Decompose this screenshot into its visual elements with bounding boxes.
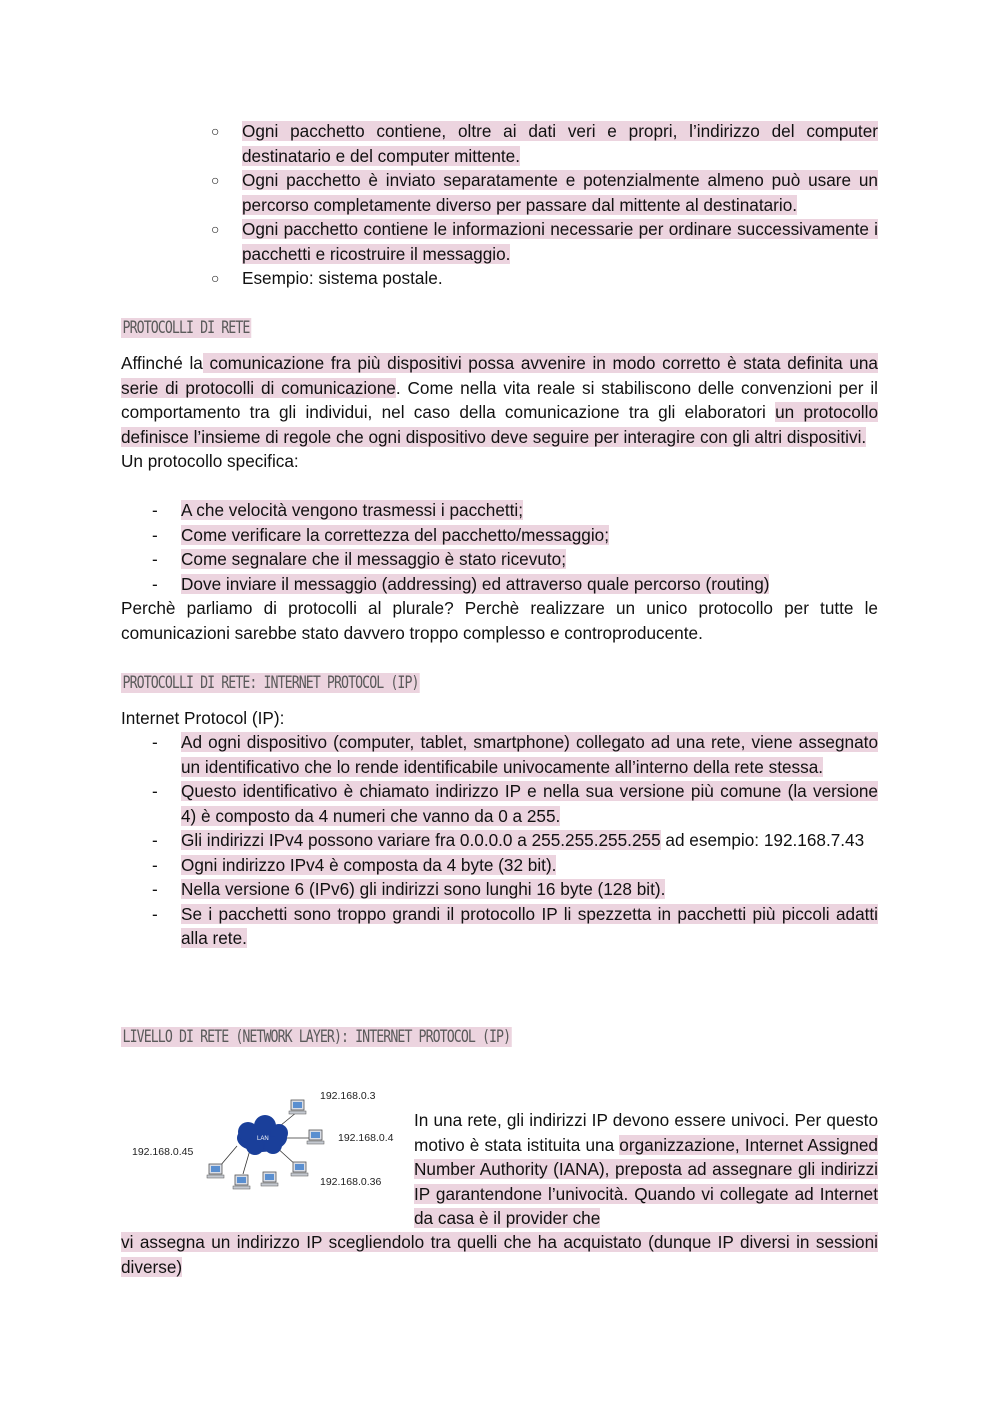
protocol-spec-list <box>152 498 878 596</box>
dash-bullet-icon: - <box>152 830 158 850</box>
ip-label-bottom: 192.168.0.36 <box>320 1176 382 1188</box>
list-item: ○ Ogni pacchetto è inviato separatamente e potenzialmente almeno può usare un percorso completamente diverso per passare dal mittente al destinatario. <box>211 170 878 215</box>
ip-label-top: 192.168.0.3 <box>320 1090 376 1102</box>
paragraph-plurale: Perchè parliamo di protocolli al plurale? Perchè realizzare un unico protocollo per tutte le comunicazioni sarebbe stato davvero troppo complesso e controproducente. <box>121 598 878 643</box>
list-item: - Dove inviare il messaggio (addressing) ed attraverso quale percorso (routing) <box>181 572 878 597</box>
ip-label-left: 192.168.0.45 <box>132 1146 194 1158</box>
list-item: - Ogni indirizzo IPv4 è composta da 4 byte (32 bit). <box>181 853 878 878</box>
paragraph-iana: In una rete, gli indirizzi IP devono essere univoci. Per questo motivo è stata istituita una organizzazione, Internet Assigned Number Authority (IANA), preposta ad assegnare gli indirizzi IP garantendone l’univocità. Quando vi collegate ad Internet da casa è il provider che <box>414 1110 878 1228</box>
section-heading-ip: PROTOCOLLI DI RETE: INTERNET PROTOCOL (IP) <box>122 673 419 693</box>
list-item: - Questo identificativo è chiamato indirizzo IP e nella sua versione più comune (la versione 4) è composto da 4 numeri che vanno da 0 a 255. <box>152 781 878 826</box>
paragraph-protocolli: Affinché la comunicazione fra più dispositivi possa avvenire in modo corretto è stata definita una serie di protocolli di comunicazione. Come nella vita reale si stabiliscono delle convenzioni per il comportamento tra gli individui, nel caso della comunicazione tra gli elaboratori un protocollo definisce l’insieme di regole che ogni dispositivo deve seguire per interagire con gli altri dispositivi. Un protocollo specifica: <box>121 353 879 471</box>
dash-bullet-icon: - <box>152 573 158 594</box>
computer-icon <box>307 1130 324 1144</box>
dash-bullet-icon: - <box>152 781 158 801</box>
ip-label-right: 192.168.0.4 <box>338 1132 394 1144</box>
list-item: - Come verificare la correttezza del pacchetto/messaggio; <box>181 523 878 548</box>
section-heading-network-layer: LIVELLO DI RETE (NETWORK LAYER): INTERNET PROTOCOL (IP) <box>122 1027 511 1047</box>
list-item: ○ Esempio: sistema postale. <box>242 266 878 291</box>
lan-network-diagram <box>125 1080 410 1195</box>
list-item: - Ad ogni dispositivo (computer, tablet, smartphone) collegato ad una rete, viene assegnato un identificativo che lo rende identificabile univocamente all’interno della rete stessa. <box>152 732 878 777</box>
lan-cloud-icon <box>237 1115 288 1155</box>
dash-bullet-icon: - <box>152 854 158 875</box>
dash-bullet-icon: - <box>152 879 158 899</box>
dash-bullet-icon: - <box>152 732 158 752</box>
computer-icon <box>233 1175 250 1189</box>
intro-list <box>211 119 878 291</box>
list-item: ○ Ogni pacchetto contiene, oltre ai dati veri e propri, l’indirizzo del computer destinatario e del computer mittente. <box>211 121 878 166</box>
list-item: - Come segnalare che il messaggio è stato ricevuto; <box>181 547 878 572</box>
computer-icon <box>207 1164 224 1178</box>
circle-bullet-icon: ○ <box>211 221 220 237</box>
computer-icon <box>291 1162 308 1176</box>
list-item: - Gli indirizzi IPv4 possono variare fra 0.0.0.0 a 255.255.255.255 ad esempio: 192.168.7.43 <box>181 828 878 853</box>
paragraph-provider: vi assegna un indirizzo IP scegliendolo tra quelli che ha acquistato (dunque IP diversi in sessioni diverse) <box>121 1232 878 1277</box>
list-item: - Se i pacchetti sono troppo grandi il protocollo IP li spezzetta in pacchetti più piccoli adatti alla rete. <box>152 903 878 948</box>
circle-bullet-icon: ○ <box>211 270 220 286</box>
dash-bullet-icon: - <box>152 524 158 545</box>
paragraph-ip-intro: Internet Protocol (IP): <box>121 708 285 728</box>
computer-icon <box>289 1100 306 1114</box>
ip-list <box>152 730 878 951</box>
list-item: ○ Ogni pacchetto contiene le informazioni necessarie per ordinare successivamente i pacchetti e ricostruire il messaggio. <box>211 219 878 264</box>
lan-label: LAN <box>257 1136 269 1142</box>
section-heading-protocolli: PROTOCOLLI DI RETE <box>122 318 250 338</box>
circle-bullet-icon: ○ <box>211 123 220 139</box>
list-item: - A che velocità vengono trasmessi i pacchetti; <box>181 498 878 523</box>
computer-icon <box>261 1172 278 1186</box>
dash-bullet-icon: - <box>152 903 158 924</box>
dash-bullet-icon: - <box>152 500 158 520</box>
dash-bullet-icon: - <box>152 549 158 569</box>
circle-bullet-icon: ○ <box>211 172 220 188</box>
list-item: - Nella versione 6 (IPv6) gli indirizzi sono lunghi 16 byte (128 bit). <box>181 877 878 902</box>
